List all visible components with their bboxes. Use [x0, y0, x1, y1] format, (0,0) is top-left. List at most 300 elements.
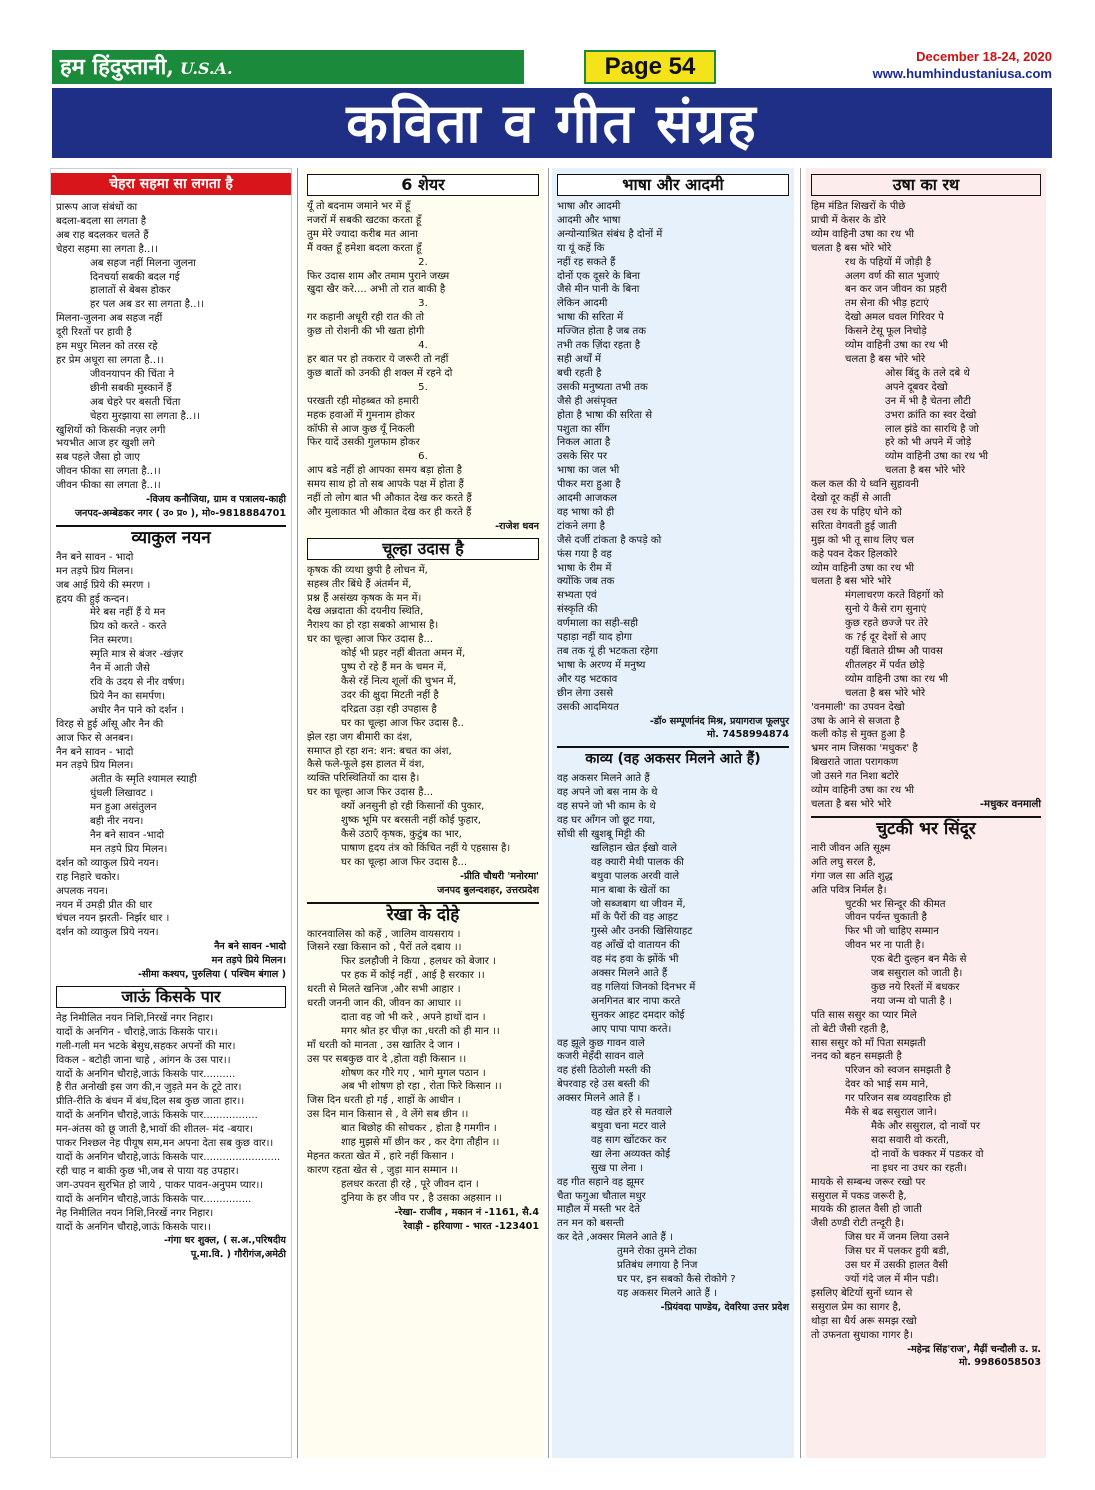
poem-body	[557, 200, 789, 715]
poem-line: और यह भटकाव	[557, 673, 618, 685]
poem-line: हम मधुर मिलन को तरस रहे	[56, 341, 158, 353]
poem-line: जीवन पर्यन्त चुकाती है	[845, 912, 927, 924]
poem-line: आए पापा पापा करते।	[591, 1023, 672, 1035]
poem-line: वह सपने जो भी काम के थे	[557, 801, 656, 813]
poem-line: व्योम वाहिनी उषा का रथ भी	[845, 673, 949, 685]
poem-line: मन हुआ असंतुलन	[90, 802, 157, 814]
poem-line: मुझ को भी तू साथ लिए चल	[811, 534, 914, 546]
poem-line: जिसने रखा किसान को , पैरों तले दबाय ।।	[307, 942, 462, 954]
poem-line: फिर यादें उसकी गुलफाम होकर	[307, 437, 420, 449]
poem-line: यादों के अनगिन - चौराहे,जाऊं किसके पार।।	[56, 1026, 218, 1038]
poem-line: कैसे उठाएँ कृषक, कुटुंब का भार,	[341, 828, 462, 840]
poem-line: उस रथ के पहिए धोने को	[811, 506, 902, 518]
poem-line: दुनिया के हर जीव पर , है उसका अहसान ।।	[341, 1192, 502, 1204]
poem-line	[811, 798, 1041, 812]
poem-title: चेहरा सहमा सा लगता है	[51, 173, 291, 195]
poem-line: जिस दिन धरती हो गई , शाहों के आधीन ।	[307, 1095, 461, 1107]
poem-line: मन तड़पे प्रिय मिलन।	[90, 843, 168, 855]
poem-line: माँ धरती को मानता , उस खातिर दे जान ।	[307, 1039, 461, 1051]
poem-last-line: चलता है बस भोरे भोरे	[811, 798, 892, 810]
poem-line: ओस बिंदु के तले दबे थे	[885, 367, 970, 379]
poem-line: समय साथ हो तो सब आपके पक्ष में होता हैं	[307, 479, 464, 491]
poem-line: पाकर निश्छल नेह पीयूष सम,मन अपना देता सब कुछ वार।।	[56, 1138, 274, 1150]
poem-line: मन-अंतस को छू जाती है,भावों की शीतल- मंद -बयार।	[56, 1124, 253, 1136]
poem-line: चंचल नयन झरती- निर्झर धार ।	[56, 913, 170, 925]
poem-line: सरिता वेगवती हुई जाती	[811, 520, 897, 532]
poem-line: चलता है बस भोरे भोरे	[811, 576, 892, 588]
poem-line: घर का चूल्हा आज फिर उदास है...	[307, 787, 434, 799]
poem-title: काव्य (वह अकसर मिलने आते हैं)	[557, 746, 789, 770]
poem-line: कली कोड़ से मुक्त हुआ है	[811, 729, 906, 741]
poem-line: एक बेटी दुल्हन बन मैके से	[871, 954, 967, 966]
poem-line: विकल - बटोही जाना चाहे , आंगन के उस पार।।	[56, 1054, 231, 1066]
poem-line: नैन बने सावन - भादो	[56, 551, 134, 563]
poem-line: नैन बने सावन -भादो	[90, 829, 165, 841]
poem-line: वर्णमाला का सही-सही	[557, 618, 639, 630]
poem-line: तुमने रोका तुमने टोका	[617, 1246, 697, 1258]
poem-line: गर परिजन सब व्यवहारिक हो	[845, 1093, 952, 1105]
poem-line: खलिहान खेत ईखो वाले	[591, 842, 677, 854]
poem-line: रथ के पहियों में जोड़ी है	[845, 256, 932, 268]
poem-line: भाषा की सरिता में	[557, 312, 624, 324]
poem-line: दरिद्रता उड़ा रही उपहास है	[341, 703, 437, 715]
poem-line: ना इधर ना उधर का रहती।	[871, 1162, 967, 1174]
poem-line: भयभीत आज हर खुशी लगे	[56, 438, 155, 450]
poem-line: खुशियों को किसकी नज़र लगी	[56, 424, 166, 436]
poem-line: अब चेहरे पर बसती चिंता	[90, 396, 181, 408]
poem-line: छीनी सबकी मुस्कानें हैं	[90, 382, 172, 394]
poem-credit: -सीमा कश्यप, पुरुलिया ( पश्चिम बंगाल )	[137, 969, 286, 981]
poem-line: वह अकसर मिलने आते हैं	[557, 773, 650, 785]
poem-line: कोई भी प्रहर नहीं बीतता अमन में,	[341, 648, 466, 660]
poem-line: प्रारूप आज संबंधों का	[56, 202, 138, 213]
poem-line: होता है भाषा की सरिता से	[557, 409, 653, 421]
poem-line: पीकर मरा हुआ है	[557, 479, 621, 491]
poem-line: मंगलाचरण करते विहगों को	[845, 590, 944, 602]
poem-line: समाप्त हो रहा शन: शन: बचत का अंश,	[307, 745, 452, 757]
poem-line: संस्कृति की	[557, 604, 598, 616]
poem-line: परिजन को स्वजन समझती है	[845, 1065, 951, 1077]
poem-line: क्योंकि जब तक	[557, 576, 615, 588]
poem-credit: -राजेश धवन	[495, 520, 539, 532]
poem-line: लेकिन आदमी	[557, 298, 608, 310]
poem-line: अति लघु सरल है,	[811, 856, 876, 868]
poem-line: नैन में आती जैसे	[90, 663, 150, 675]
column-3	[552, 168, 794, 1458]
poem-line: ज्यों गंदे जल में मीन पडी।	[845, 1273, 939, 1285]
poem-line: वह गलियां जिनको दिनभर में	[591, 981, 696, 993]
poem-line: हर प्रेम अधूरा सा लगता है..।।	[56, 354, 164, 366]
poem-line: कैसे फले-फूले इस हालत में वंश,	[307, 759, 425, 771]
poem-credit: जनपद-अम्बेडकर नगर ( उ० प्र० ), मो०-9818884701	[74, 507, 286, 519]
poem-line: बथुवा पालक अरवी वाले	[591, 870, 680, 882]
poem-line: कृषक की व्यथा छुपी है लोचन में,	[307, 564, 428, 576]
poem-line: वह झूले कुछ गावन वाले	[557, 1037, 645, 1049]
poem-line: दोनों एक दूसरे के बिना	[557, 270, 641, 282]
poem-line: कल कल की ये ध्वनि सुहावनी	[811, 479, 919, 491]
poem-title: भाषा और आदमी	[557, 174, 789, 196]
poem-line: व्योम वाहिनी उषा का रथ भी	[811, 562, 915, 574]
poem-line: बात बिछोह की सोचकर , होता है गमगीन ।	[341, 1123, 497, 1135]
poem-line: हलधर करता ही रहे , पूरे जीवन दान ।	[341, 1178, 479, 1190]
poem-line: हरे को भी अपने में जोड़े	[885, 437, 972, 449]
poem-line: देवर को भाई सम माने,	[845, 1079, 929, 1091]
poem-line: वह अपने जो बस नाम के थे	[557, 787, 658, 799]
poem-line: जैसी ठण्डी रोटी तन्दूरी है।	[811, 1218, 905, 1230]
poem-line: बही नीर नयन।	[90, 816, 144, 828]
page-number: Page 54	[584, 50, 716, 84]
poem-line: यहीं बिताते ग्रीष्म औ पावस	[845, 646, 943, 657]
poem-line: यूँ तो बदनाम जमाने भर में हूँ	[307, 201, 411, 212]
poem-line: किसने टेसू फूल निचोड़े	[845, 326, 927, 338]
poem-line: बथुवा चना मटर वाले	[591, 1121, 667, 1132]
poem-line: प्रीति-रीति के बंधन में बंध,दिल सब कुछ जाता हार।।	[56, 1096, 245, 1108]
poem-line: उस घर में उसकी हालत वैसी	[845, 1260, 948, 1272]
poem-line: नहीं तो लोग बात भी औकात देख कर करते हैं	[307, 493, 472, 505]
poem-title: जाऊं किसके पार	[56, 986, 286, 1008]
poem-line: नहीं रह सकते हैं	[557, 256, 616, 268]
poem-line: 'वनमाली' का उपवन देखो	[811, 701, 905, 713]
poem-line: मज्जित होता है जब तक	[557, 326, 646, 338]
poem-line: चेहरा सहमा सा लगता है..।।	[56, 243, 158, 255]
poem-line: सुनो ये कैसे राग सुनाएं	[845, 604, 927, 616]
poem-line: वह मंद हवा के झोंकें भी	[591, 954, 679, 966]
poem-line: मेरे बस नहीं हैं ये मन	[90, 607, 166, 619]
poem-line: बेपरवाह रहे उस बस्ती की	[557, 1079, 650, 1091]
newspaper-title	[52, 50, 524, 84]
poem-line: व्योम वाहिनी उषा का रथ भी	[811, 228, 915, 240]
poem-title: 6 शेयर	[307, 174, 539, 196]
poem-line: शाह मुझसे माँ छीन कर , कर देगा तौहीन ।।	[341, 1137, 500, 1149]
verse-number: 3.	[418, 298, 428, 310]
masthead	[52, 50, 1052, 84]
poem-line: तन मन को बसन्ती	[557, 1218, 625, 1230]
poem-line: नित स्मरण।	[90, 635, 133, 647]
poem-line: वह क्यारी मेथी पालक की	[591, 856, 684, 868]
poem-line: खुदा खैर करे.... अभी तो रात बाकी है	[307, 284, 446, 296]
section-banner: कविता व गीत संग्रह	[52, 88, 1052, 158]
poem-line: गुस्से और उनकी खिसियाहट	[591, 926, 693, 938]
poem-line: उसकी आदमियत	[557, 701, 619, 713]
poem-line: कहे पवन देकर हिलकोरे	[811, 548, 898, 560]
poem-line: जीवन फीका सा लगता है..।।	[56, 466, 161, 478]
poem-line: जीवन फीका सा लगता है..।।	[56, 480, 161, 492]
poem-line: जिस घर में जनम लिया उसने	[845, 1232, 950, 1244]
poem-line: वह हंसी ठिठोली मस्ती की	[557, 1065, 651, 1077]
poem-line: तम सेना की भीड़ हटाएं	[845, 298, 929, 310]
poem-line: सदा सवारी वो करती,	[871, 1134, 949, 1146]
poem-line: मैके से बढ ससुराल जाने।	[845, 1107, 937, 1119]
poem-line: प्रश्न हैं असंख्य कृषक के मन में।	[307, 592, 422, 604]
poem-line: हर बात पर हो तकरार ये जरूरी तो नहीं	[307, 353, 449, 365]
poem-line: घर का चूल्हा आज फिर उदास है..	[341, 717, 464, 729]
poem-line: बन कर जन जीवन का प्रहरी	[845, 284, 947, 296]
poem-line: कुछ नये रिश्तों में बधकर	[871, 981, 960, 993]
poem-credit: रेवाड़ी - हरियाणा - भारत -123401	[403, 1220, 539, 1232]
poem-line: कुछ रहते छज्जे पर तेरे	[845, 618, 928, 630]
poem-line: फिर उदास शाम और तमाम पुराने जख्म	[307, 270, 450, 282]
poem-line: अति पवित्र निर्मल है।	[811, 884, 887, 896]
poem-line: उभरा क्रांति का स्वर देखो	[885, 409, 977, 421]
poem-line: नयन में उमड़ी प्रीत की धार	[56, 899, 153, 911]
poem-line: यादों के अनगिन चौराहे,जाऊं किसके पार...............	[56, 1193, 252, 1205]
poem-line: अपलक नयन।	[56, 885, 109, 897]
poem-line: देखो अमल धवल गिरिवर पे	[845, 312, 944, 324]
poem-line: आप बडे नहीं हो आपका समय बड़ा होता है	[307, 465, 463, 477]
poem-line: रही चाह न बाकी कुछ भी,जब से पाया यह उपहार।	[56, 1165, 239, 1177]
poem-body	[811, 200, 1041, 798]
poem-line: पुष्प रो रहे हैं मन के चमन में,	[341, 662, 447, 674]
poem-line: जीवनयापन की चिंता ने	[90, 368, 175, 380]
poem-line: स्मृति मात्र से बंजर -खंज़र	[90, 649, 184, 661]
column-divider	[800, 168, 801, 1458]
poem-line: अब राह बदलकर चलते हैं	[56, 229, 149, 241]
poem-line: और मुलाकात भी औकात देख कर ही करते हैं	[307, 506, 472, 518]
poem-line: दूरी रिश्तों पर हावी है	[56, 327, 132, 339]
poem-line: चैता फगुआ चौताल मधुर	[557, 1190, 646, 1202]
poem-credit: -गंगा धर शुक्ल, ( स.अ.,परिषदीय	[163, 1235, 286, 1247]
poem-line: मायके की हालत वैसी हो जाती	[811, 1204, 922, 1216]
poem-line: यादों के अनगिन चौराहे,जाऊं किसके पार..........	[56, 1068, 236, 1080]
poem-line: वह घर आँगन जो छूट गया,	[557, 815, 656, 827]
poem-line: चलता है बस भोरे भोरे	[845, 687, 926, 699]
masthead-info	[873, 48, 1052, 82]
poem-line: आज फिर से अनबन।	[56, 732, 134, 744]
poem-line: हालातों से बेबस होकर	[90, 285, 171, 297]
poem-line: ससुराल में पकड जरूरी है,	[811, 1190, 907, 1202]
poem-line: भाषा का जल भी	[557, 465, 620, 477]
poem-line: प्रिय को करते - करते	[90, 621, 167, 633]
poem-credit: मो. 9986058503	[959, 1357, 1041, 1369]
poem-line: माँ के पैरों की वह आहट	[591, 912, 679, 924]
poem-line: उसके सिर पर	[557, 451, 607, 463]
poem-line: नारी जीवन अति सूक्ष्म	[811, 842, 891, 854]
poem-line: चलता है बस भोरे भोरे	[845, 353, 926, 365]
poem-line: पति सास ससुर का प्यार मिले	[811, 1009, 917, 1021]
poem-line: आदमी आजकल	[557, 493, 617, 505]
poem-line: जैसे दर्जी टांकता है कपड़े को	[557, 534, 662, 546]
poem-line: पशुता का सींग	[557, 423, 610, 435]
poem-credit: -मधुकर वनमाली	[979, 798, 1041, 810]
poem-line: जैसे ही असंपृक्त	[557, 395, 618, 407]
poem-line: आदमी और भाषा	[557, 214, 621, 226]
poem-line: मिलना-जुलना अब सहज नहीं	[56, 313, 163, 325]
poem-line: फिर भी जो चाहिए सम्मान	[845, 926, 939, 938]
poem-line: राह निहारे चकोर।	[56, 871, 120, 883]
poem-line: गर कहानी अधूरी रही रात की तो	[307, 312, 424, 324]
poem-line: धुंधली लिखावट ।	[90, 788, 154, 800]
poem-line: व्योम वाहिनी उषा का रथ भी	[885, 451, 989, 463]
poem-line: दर्शन को व्याकुल प्रिये नयन।	[56, 927, 159, 939]
poem-line: अतीत के स्मृति श्यामल स्याही	[90, 774, 197, 786]
poem-credit: -डॉ० सम्पूर्णानंद मिश्र, प्रयागराज फूलपुर	[649, 715, 789, 727]
verse-number: 4.	[418, 340, 428, 352]
poem-line: व्योम वाहिनी उषा का रथ भी	[845, 340, 949, 352]
column-divider	[297, 168, 298, 1458]
poem-line: हृदय की हुई कन्दन।	[56, 593, 129, 605]
poem-line: पाषाण हृदय तंत्र को किंचित नहीं ये एहसास है।	[341, 842, 511, 854]
poem-line: दो नावों के चक्कर में पडकर वो	[871, 1148, 984, 1160]
poem-line: मान बाबा के खेतों का	[591, 884, 670, 896]
poem-line: ससुराल प्रेम का सागर है,	[811, 1301, 902, 1313]
poem-line: अधीर नैन पाने को दर्शन ।	[90, 704, 184, 716]
poem-line: चलता है बस भोरे भोरे	[811, 242, 892, 254]
poem-line: पहाड़ा नहीं याद होगा	[557, 632, 633, 644]
poem-line: मेहनत करता खेत में , हारे नहीं किसान ।	[307, 1151, 454, 1162]
poem-line: मायके से सम्बन्ध जरूर रखो पर	[811, 1176, 926, 1188]
poem-line: कॉफी से आज कुछ यूँ निकली	[307, 423, 415, 435]
poem-line: चलता है बस भोरे भोरे	[885, 465, 966, 477]
poem-body	[307, 928, 539, 1206]
poem-line: धरती से मिलते खनिज ,और सभी आहार ।	[307, 984, 461, 996]
poem-line: मन तड़पे प्रिय मिलन।	[56, 565, 134, 577]
poem-line: सुख पा लेना ।	[591, 1162, 643, 1174]
poem-line: व्योम वाहिनी उषा का रथ भी	[811, 785, 915, 797]
poem-line: कारण रहता खेत से , जुड़ा मान सम्मान ।।	[307, 1164, 458, 1176]
poem-line: दिनचर्या सबकी बदल गई	[90, 271, 180, 283]
poem-line: व्यक्ति परिस्थितियों का दास है।	[307, 773, 420, 785]
poem-line: पर हक में कोई नहीं , आई है सरकार ।।	[341, 970, 485, 982]
poem-line: वह गीत सहाने वह झूमर	[557, 1176, 645, 1188]
poem-line: बिखराते जाता परागकण	[811, 757, 899, 769]
poem-line: यह अकसर मिलने आते हैं ।	[617, 1287, 718, 1299]
poem-line: प्राची में केसर के डोरे	[811, 214, 886, 226]
poem-line: क ?ई दूर देशों से आए	[845, 632, 927, 644]
poem-title: चुटकी भर सिंदूर	[811, 816, 1041, 840]
poem-line: जैसे मीन पानी के बिना	[557, 284, 640, 296]
poem-line: जब ससुराल को जाती है।	[871, 968, 963, 980]
poem-line: भ्रमर नाम जिसका 'मधुकर' है	[811, 743, 918, 755]
poem-credit: -प्रीति चौधरी 'मनोरमा'	[459, 870, 539, 882]
poem-line: भाषा और आदमी	[557, 201, 621, 212]
website-link[interactable]: www.humhindustaniusa.com	[872, 66, 1052, 81]
poem-body	[56, 201, 286, 493]
poem-line: उस पर सबकुछ वार दे ,होता वही किसान ।।	[307, 1053, 467, 1065]
issue-date: December 18-24, 2020	[916, 49, 1052, 64]
verse-number: 5.	[418, 381, 428, 393]
poem-line: क्यों अनसुनी हो रही किसानों की पुकार,	[341, 801, 485, 813]
poem-line: उदर की क्षुदा मिटती नहीं है	[341, 689, 439, 701]
poem-credit: -प्रियंवदा पाण्डेय, देवरिया उत्तर प्रदेश	[660, 1301, 789, 1313]
poem-line: बदला-बदला सा लगता है	[56, 215, 147, 227]
poem-line: नेह निमीलित नयन निशि,निरखें नगर निहार।	[56, 1207, 214, 1219]
poem-line: धरती जननी जान की, जीवन का आधार ।।	[307, 998, 462, 1010]
poem-line: वह खेत हरे से मतवाले	[591, 1107, 672, 1119]
poem-title: उषा का रथ	[811, 174, 1041, 196]
poem-line: शीतलहर में पर्वत छोड़े	[845, 659, 925, 671]
title-text: हम हिंदुस्तानी,	[60, 54, 174, 80]
poem-credit: जनपद बुलन्दशहर, उत्तरप्रदेश	[437, 884, 539, 896]
poem-line: यादों के अनगिन चौराहे,जाऊं किसके पार.................	[56, 1110, 258, 1122]
poem-line: बची रहती है	[557, 367, 602, 379]
poem-line: छीन लेगा उससे	[557, 687, 614, 699]
poem-line: तो बेटी जैसी रहती है,	[811, 1023, 890, 1035]
poem-line: मैं वक्त हूँ हमेशा बदला करता हूँ	[307, 242, 422, 254]
poem-line: उषा के आने से सजता है	[811, 715, 900, 727]
poem-line: अब सहज नहीं मिलना जुलना	[90, 257, 196, 269]
poem-line: मैके और ससुराल, दो नावों पर	[871, 1121, 981, 1132]
column-divider	[548, 168, 549, 1458]
poem-line: झेल रहा जग बीमारी का दंश,	[307, 731, 413, 743]
poem-line: सही अर्थों में	[557, 353, 602, 365]
poem-line: घर का चूल्हा आज फिर उदास है...	[341, 856, 468, 868]
poem-credit: -महेन्द्र सिंह'राज', मैढ़ीं चन्दौली उ. प्र.	[907, 1343, 1041, 1355]
poem-line: कुछ बातों को उनकी ही शक्ल में रहने दो	[307, 367, 453, 379]
poem-line: जब आई प्रिये की स्मरण ।	[56, 579, 151, 591]
poem-line: अन्योन्याश्रित संबंध है दोनों में	[557, 228, 663, 240]
poem-line: देखो दूर कहीं से आती	[811, 493, 891, 505]
poem-credit: पू.मा.वि. ) गौरीगंज,अमेठी	[190, 1249, 286, 1261]
poem-line: कर देते ,अक्सर मिलने आते हैं ।	[557, 1232, 673, 1244]
poem-line: परखती रही मोहब्बत को हमारी	[307, 395, 419, 407]
poem-line: अब भी शोषण हो रहा , रोता फिरे किसान ।।	[341, 1081, 502, 1093]
poem-line: रवि के उदय से नीर वर्षण।	[90, 677, 185, 688]
poem-line: फंस गया है वह	[557, 548, 612, 560]
poem-line: नेह निमीलित नयन निशि,निरखें नगर निहार।	[56, 1012, 214, 1024]
verse-number: 2.	[418, 256, 428, 268]
poem-line: तब तक यूं ही भटकता रहेगा	[557, 646, 658, 657]
column-4	[806, 168, 1046, 1458]
poem-line: वह भाषा को ही	[557, 506, 615, 518]
poem-line: जो सब्जबाग था जीवन में,	[591, 898, 686, 910]
poem-line: दाता वह जो भी करे , अपने हाथों दान ।	[341, 1011, 486, 1023]
poem-line: टांकने लगा है	[557, 520, 605, 532]
poem-line: नैन बने सावन - भादो	[56, 746, 134, 758]
poem-line: देख अन्नदाता की दयनीय स्थिति,	[307, 606, 424, 618]
poem-line: नैराश्य का हो रहा सबको आभास है।	[307, 620, 439, 632]
poem-line: अलग वर्ण की सात भुजाएं	[845, 270, 940, 282]
poem-credit: -विजय कनौजिया, ग्राम व पत्रालय-काही	[146, 494, 286, 506]
poem-line: यादों के अनगिन चौराहे,जाऊं किसके पार।।	[56, 1221, 211, 1233]
poem-line: मगर श्रोत हर चीज़ का ,धरती को ही मान ।।	[341, 1025, 500, 1037]
poem-line: महक हवाओं में गुमनाम होकर	[307, 409, 415, 421]
poem-line: कैसे रहें नित्य शूलों की चुभन में,	[341, 676, 457, 687]
poem-line: कारनवालिस को कहें , जालिम वायसराय ।	[307, 928, 461, 940]
poem-line: माहौल में मस्ती भर देते	[557, 1204, 641, 1216]
poem-title: व्याकुल नयन	[56, 525, 286, 549]
poem-line: जो उसने गत निशा बटोरे	[811, 771, 899, 783]
poem-line: या यूं कहें कि	[557, 242, 605, 254]
poem-tail: मन तड़पे प्रिये मिलन।	[211, 955, 286, 967]
poem-line: चुटकी भर सिन्दूर की कीमत	[845, 898, 946, 910]
poem-line: प्रिये नैन का समर्पण।	[90, 690, 166, 702]
poem-line: कुछ तो रोशनी की भी खता होगी	[307, 326, 425, 338]
poem-line: तो उफनता सुधाका गागर है।	[811, 1329, 913, 1341]
poem-line: जिस घर में पलकर हुयी बडी,	[845, 1246, 950, 1258]
poem-line: खा लेना अव्यक्त कोई	[591, 1148, 671, 1160]
poem-line: तुम मेरे ज्यादा करीब मत आना	[307, 228, 418, 240]
poem-line: घर पर, इन सबको कैसे रोकोगे ?	[617, 1273, 736, 1285]
poem-title: चूल्हा उदास है	[307, 538, 539, 560]
poem-line: जग-उपवन सुरभित हो जाये , पाकर पावन-अनुपम प्यार।।	[56, 1179, 264, 1191]
poem-line: लाल झंडे का सारथि है जो	[885, 423, 979, 435]
column-1	[50, 168, 292, 1458]
poem-line: सोंधी सी खुशबू मिट्टी की	[557, 828, 645, 840]
poem-line: उसकी मनुष्यता तभी तक	[557, 381, 648, 393]
poem-line: भाषा के अरण्य में मनुष्य	[557, 659, 646, 671]
poem-line: ननद को बहन समझती है	[811, 1051, 902, 1063]
poem-line: सुनकर आहट दमदार कोई	[591, 1009, 685, 1021]
poem-line: हिम मंडित शिखरों के पीछे	[811, 201, 906, 212]
poem-line: इसलिए बेटियों सुनों ध्यान से	[811, 1287, 913, 1299]
poem-line: अक्सर मिलने आते हैं ।	[557, 1093, 641, 1105]
poem-body	[307, 200, 539, 520]
poem-line: मन तड़पे प्रिय मिलन।	[56, 760, 134, 772]
poem-line: सहस्त्र तीर बिंधे हैं अंतर्मन में,	[307, 578, 412, 590]
poem-body	[56, 551, 286, 940]
poem-line: उस दिन मान किसान से , वे लेंगे सब छीन ।।	[307, 1109, 469, 1121]
poem-line: घर का चूल्हा आज फिर उदास है...	[307, 634, 434, 646]
